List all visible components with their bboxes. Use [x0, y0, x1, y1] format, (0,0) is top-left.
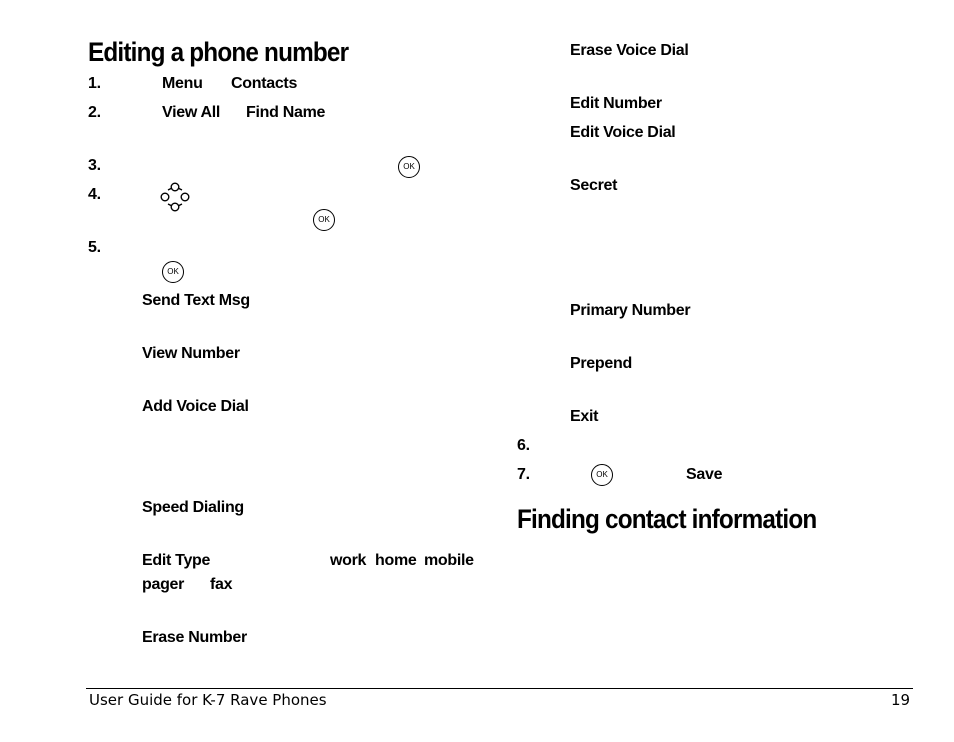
- type-fax: fax: [210, 576, 233, 593]
- contacts-term: Contacts: [231, 75, 298, 92]
- option-send-text-msg: Send Text Msg: [142, 292, 250, 309]
- option-edit-number: Edit Number: [570, 95, 662, 112]
- section-title-finding: Finding contact information: [517, 504, 817, 534]
- option-prepend: Prepend: [570, 355, 632, 372]
- footer-guide-title: User Guide for K-7 Rave Phones: [89, 691, 327, 709]
- option-view-number: View Number: [142, 345, 240, 362]
- step-number-4: 4.: [88, 186, 101, 203]
- ok-key-icon: OK: [591, 464, 613, 486]
- option-primary-number: Primary Number: [570, 302, 691, 319]
- type-home: home: [375, 552, 417, 569]
- type-work: work: [330, 552, 367, 569]
- ok-key-icon: OK: [313, 209, 335, 231]
- section-title-editing: Editing a phone number: [88, 37, 349, 67]
- ok-key-icon: OK: [162, 261, 184, 283]
- step-number-2: 2.: [88, 104, 101, 121]
- navigation-key-icon: [160, 182, 190, 212]
- find-name-term: Find Name: [246, 104, 326, 121]
- option-edit-type: Edit Type: [142, 552, 211, 569]
- save-term: Save: [686, 466, 723, 483]
- footer-rule: [86, 688, 913, 689]
- type-mobile: mobile: [424, 552, 474, 569]
- type-pager: pager: [142, 576, 185, 593]
- option-exit: Exit: [570, 408, 599, 425]
- step-number-3: 3.: [88, 157, 101, 174]
- option-erase-voice-dial: Erase Voice Dial: [570, 42, 689, 59]
- view-all-term: View All: [162, 104, 221, 121]
- option-edit-voice-dial: Edit Voice Dial: [570, 124, 676, 141]
- option-erase-number: Erase Number: [142, 629, 247, 646]
- page-number: 19: [891, 691, 911, 709]
- option-secret: Secret: [570, 177, 618, 194]
- step-number-5: 5.: [88, 239, 101, 256]
- step-number-7: 7.: [517, 466, 530, 483]
- option-add-voice-dial: Add Voice Dial: [142, 398, 249, 415]
- step-number-6: 6.: [517, 437, 530, 454]
- menu-term: Menu: [162, 75, 203, 92]
- option-speed-dialing: Speed Dialing: [142, 499, 244, 516]
- step-number-1: 1.: [88, 75, 101, 92]
- ok-key-icon: OK: [398, 156, 420, 178]
